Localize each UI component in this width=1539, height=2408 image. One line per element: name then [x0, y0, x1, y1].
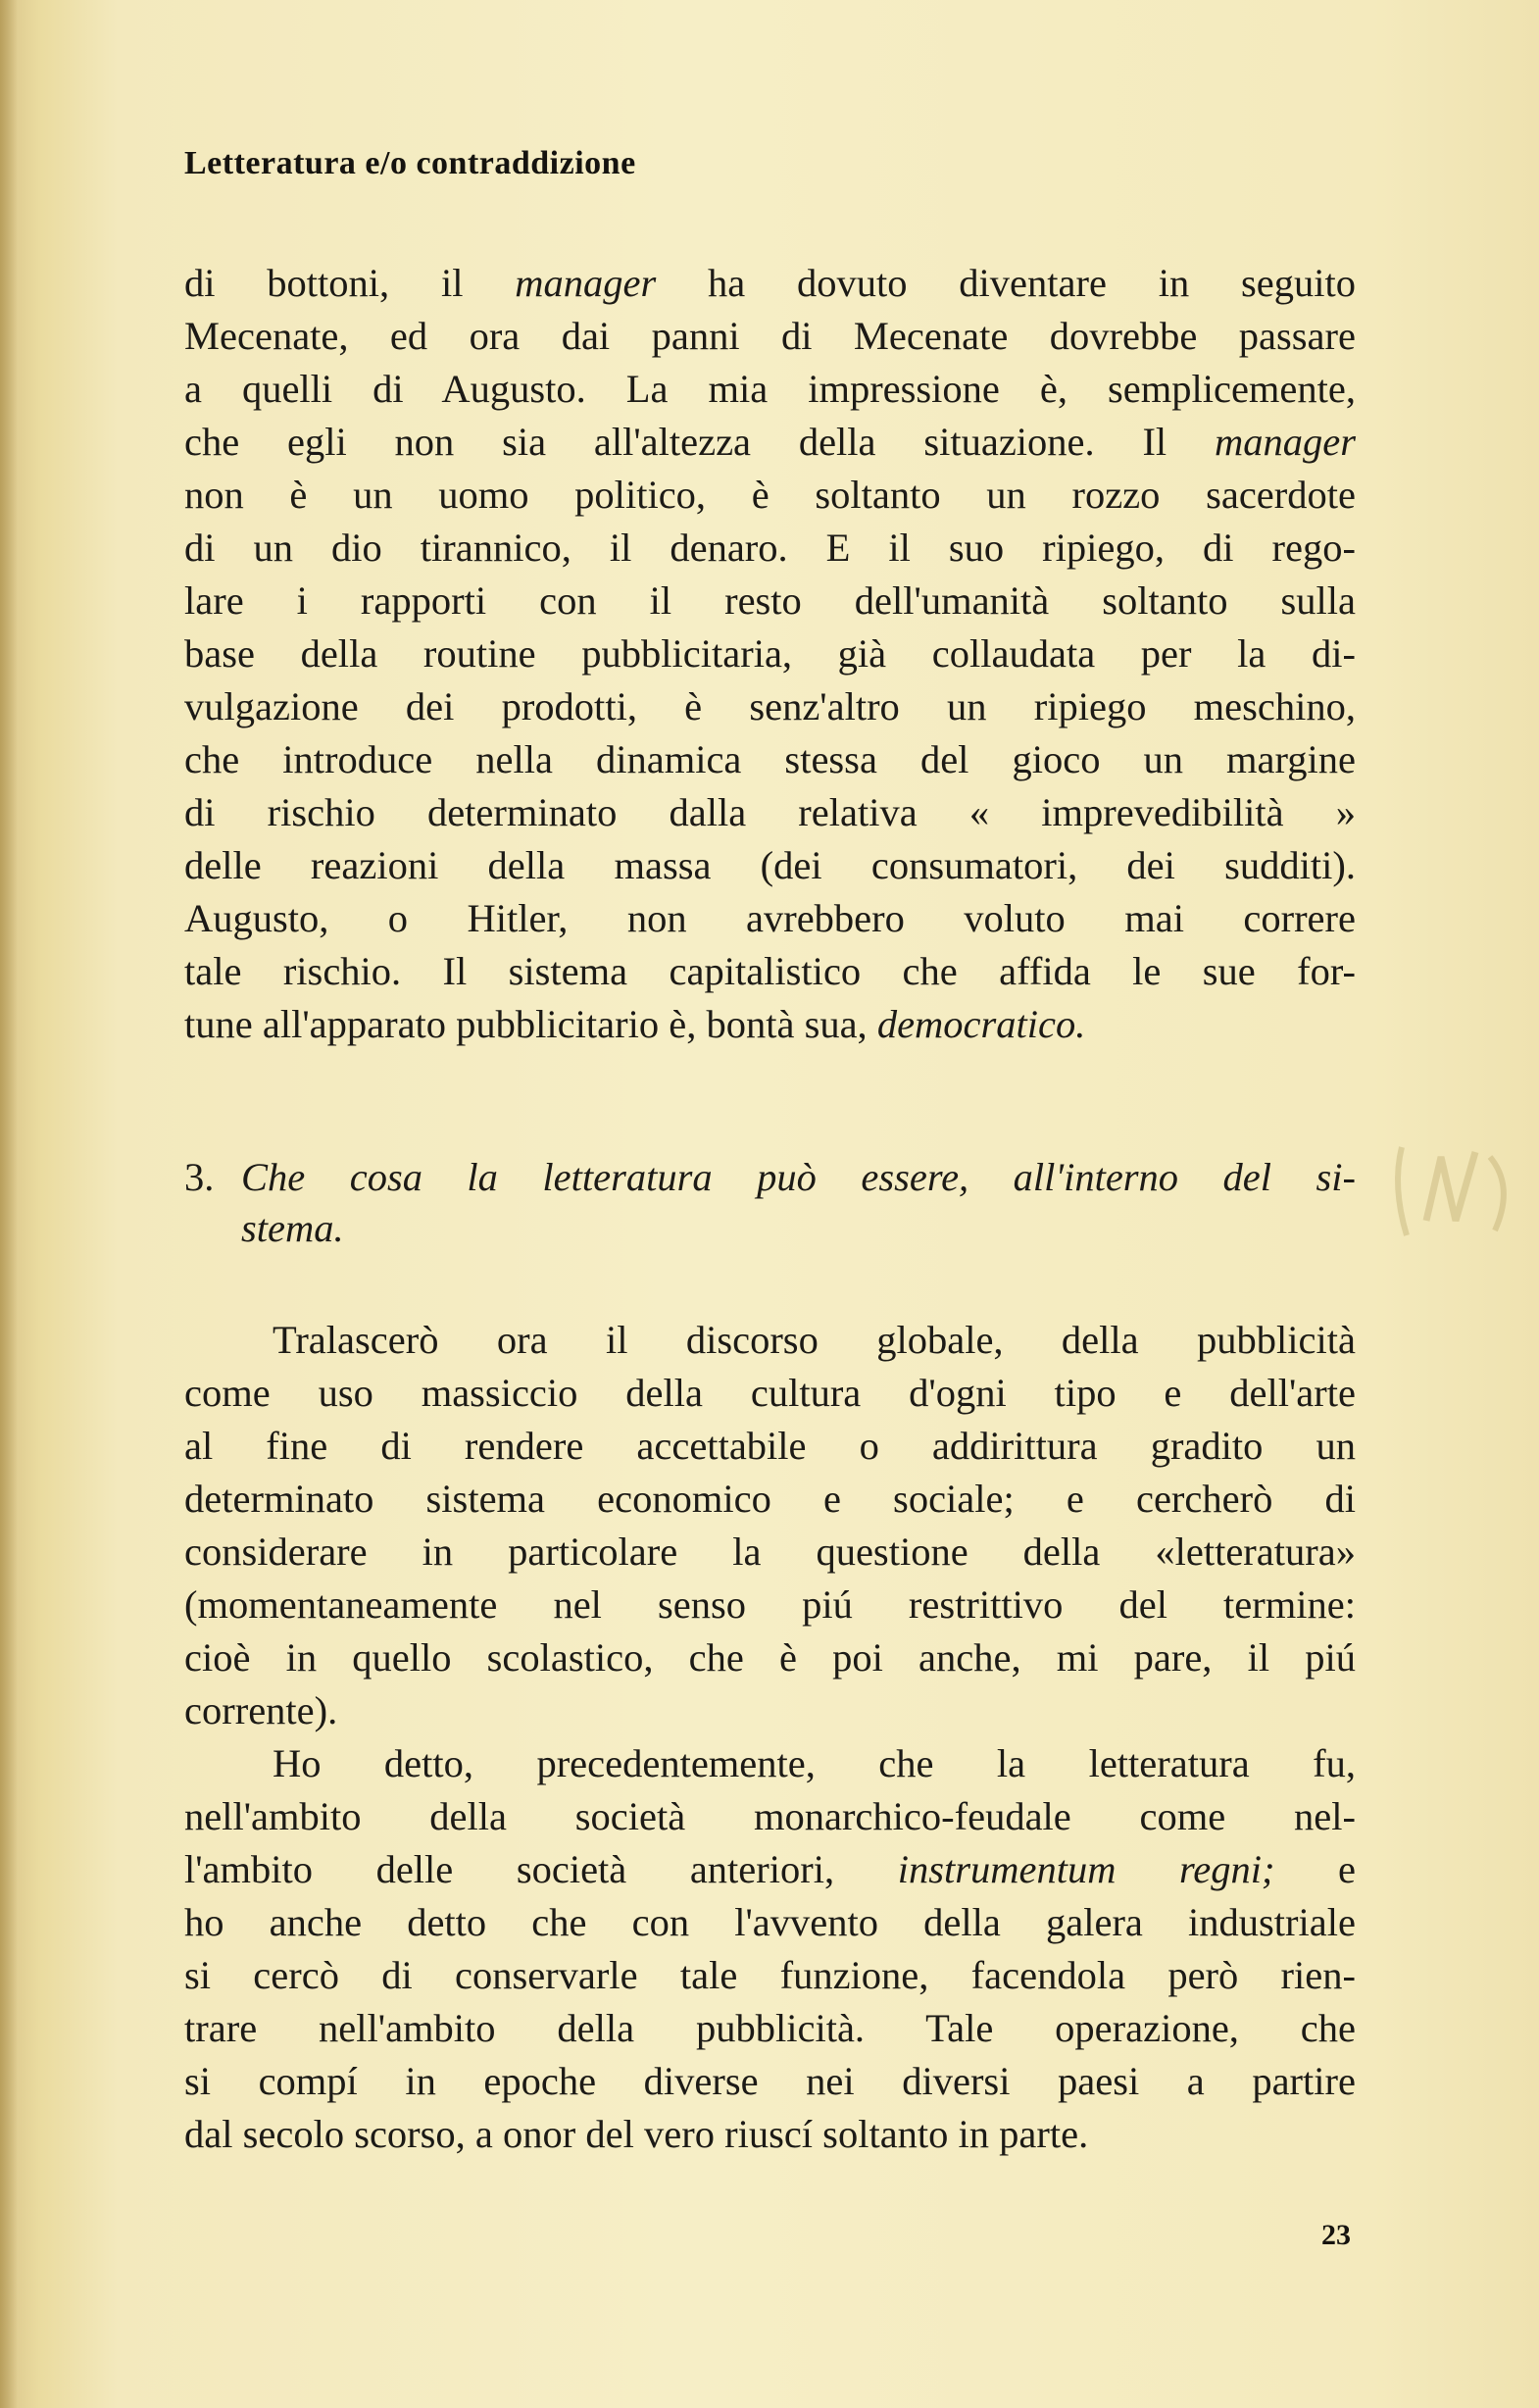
text-line [184, 363, 1356, 416]
text-run: determinato sistema economico e sociale; e cercherò di [184, 1477, 1356, 1521]
text-line [184, 416, 1356, 469]
text-line [184, 1314, 1356, 1367]
italic-text-run: instrumentum regni; [897, 1847, 1275, 1891]
text-run: che egli non sia all'altezza della situazione. Il [184, 420, 1215, 464]
text-run: base della routine pubblicitaria, già collaudata per la di- [184, 631, 1356, 676]
text-run: Augusto, o Hitler, non avrebbero voluto mai correre [184, 896, 1356, 940]
faded-stamp-mark [1382, 1128, 1519, 1255]
text-run: come uso massiccio della cultura d'ogni tipo e dell'arte [184, 1371, 1356, 1415]
text-line [184, 469, 1356, 522]
section-title-line-1: Che cosa la letteratura può essere, all'interno del si- [241, 1155, 1356, 1199]
text-run: delle reazioni della massa (dei consumatori, dei sudditi). [184, 843, 1356, 887]
text-run: Ho detto, precedentemente, che la letteratura fu, [273, 1741, 1356, 1785]
text-run: e [1274, 1847, 1356, 1891]
text-run: dal secolo scorso, a onor del vero riuscí soltanto in parte. [184, 2112, 1089, 2156]
text-line [184, 998, 1356, 1051]
text-run: tale rischio. Il sistema capitalistico che affida le sue for- [184, 949, 1356, 993]
text-run: non è un uomo politico, è soltanto un rozzo sacerdote [184, 473, 1356, 517]
text-run: di bottoni, il [184, 261, 516, 305]
text-line [184, 1631, 1356, 1684]
text-run: corrente). [184, 1688, 338, 1732]
text-run: al fine di rendere accettabile o addirittura gradito un [184, 1424, 1356, 1468]
text-run: tune all'apparato pubblicitario è, bontà sua, [184, 1002, 877, 1046]
text-line [184, 2002, 1356, 2055]
text-run: ha dovuto diventare in seguito [656, 261, 1357, 305]
spine-shadow [0, 0, 18, 2408]
text-run: di un dio tirannico, il denaro. E il suo ripiego, di rego- [184, 526, 1356, 570]
text-line [184, 786, 1356, 839]
text-line [184, 257, 1356, 310]
text-line [184, 1526, 1356, 1579]
text-run: Mecenate, ed ora dai panni di Mecenate dovrebbe passare [184, 314, 1356, 358]
text-line [184, 680, 1356, 733]
section-title-line-2: stema. [241, 1206, 344, 1250]
text-line [184, 1949, 1356, 2002]
text-line [184, 575, 1356, 627]
page-number: 23 [1321, 2219, 1351, 2251]
text-run: considerare in particolare la questione della «letteratura» [184, 1530, 1356, 1574]
text-line [184, 733, 1356, 786]
text-run: vulgazione dei prodotti, è senz'altro un ripiego meschino, [184, 684, 1356, 728]
text-run: nell'ambito della società monarchico-feudale come nel- [184, 1794, 1356, 1838]
text-run: si cercò di conservarle tale funzione, facendola però rien- [184, 1953, 1356, 1997]
text-line [184, 310, 1356, 363]
paragraph-3 [184, 1737, 1356, 2161]
text-line [184, 1843, 1356, 1896]
text-run: trare nell'ambito della pubblicità. Tale operazione, che [184, 2006, 1356, 2050]
text-run: di rischio determinato dalla relativa « imprevedibilità » [184, 790, 1356, 834]
text-line [184, 522, 1356, 575]
italic-text-run: manager [1215, 420, 1356, 464]
text-line [184, 892, 1356, 945]
paragraph-2 [184, 1314, 1356, 1737]
text-line [184, 945, 1356, 998]
text-line [184, 1684, 1356, 1737]
text-line [184, 2055, 1356, 2108]
italic-text-run: democratico. [876, 1002, 1086, 1046]
paragraph-1 [184, 257, 1356, 1051]
text-line [184, 839, 1356, 892]
text-run: ho anche detto che con l'avvento della galera industriale [184, 1900, 1356, 1944]
text-line [184, 1790, 1356, 1843]
text-run: lare i rapporti con il resto dell'umanità soltanto sulla [184, 578, 1356, 623]
text-run: l'ambito delle società anteriori, [184, 1847, 898, 1891]
text-line [184, 1896, 1356, 1949]
text-run: cioè in quello scolastico, che è poi anche, mi pare, il piú [184, 1635, 1356, 1680]
text-line [184, 627, 1356, 680]
text-line [184, 1579, 1356, 1631]
text-run: a quelli di Augusto. La mia impressione è, semplicemente, [184, 367, 1356, 411]
text-line [184, 1367, 1356, 1420]
text-run: che introduce nella dinamica stessa del gioco un margine [184, 737, 1356, 781]
section-number: 3. [184, 1155, 215, 1199]
text-line [184, 1420, 1356, 1473]
running-head: Letteratura e/o contraddizione [184, 145, 636, 181]
text-line [184, 1473, 1356, 1526]
section-heading [184, 1152, 1356, 1254]
text-run: si compí in epoche diverse nei diversi paesi a partire [184, 2059, 1356, 2103]
italic-text-run: manager [515, 261, 657, 305]
text-run: Tralascerò ora il discorso globale, della pubblicità [273, 1318, 1356, 1362]
text-line [184, 1737, 1356, 1790]
text-line [184, 2108, 1356, 2161]
text-run: (momentaneamente nel senso piú restrittivo del termine: [184, 1582, 1356, 1627]
